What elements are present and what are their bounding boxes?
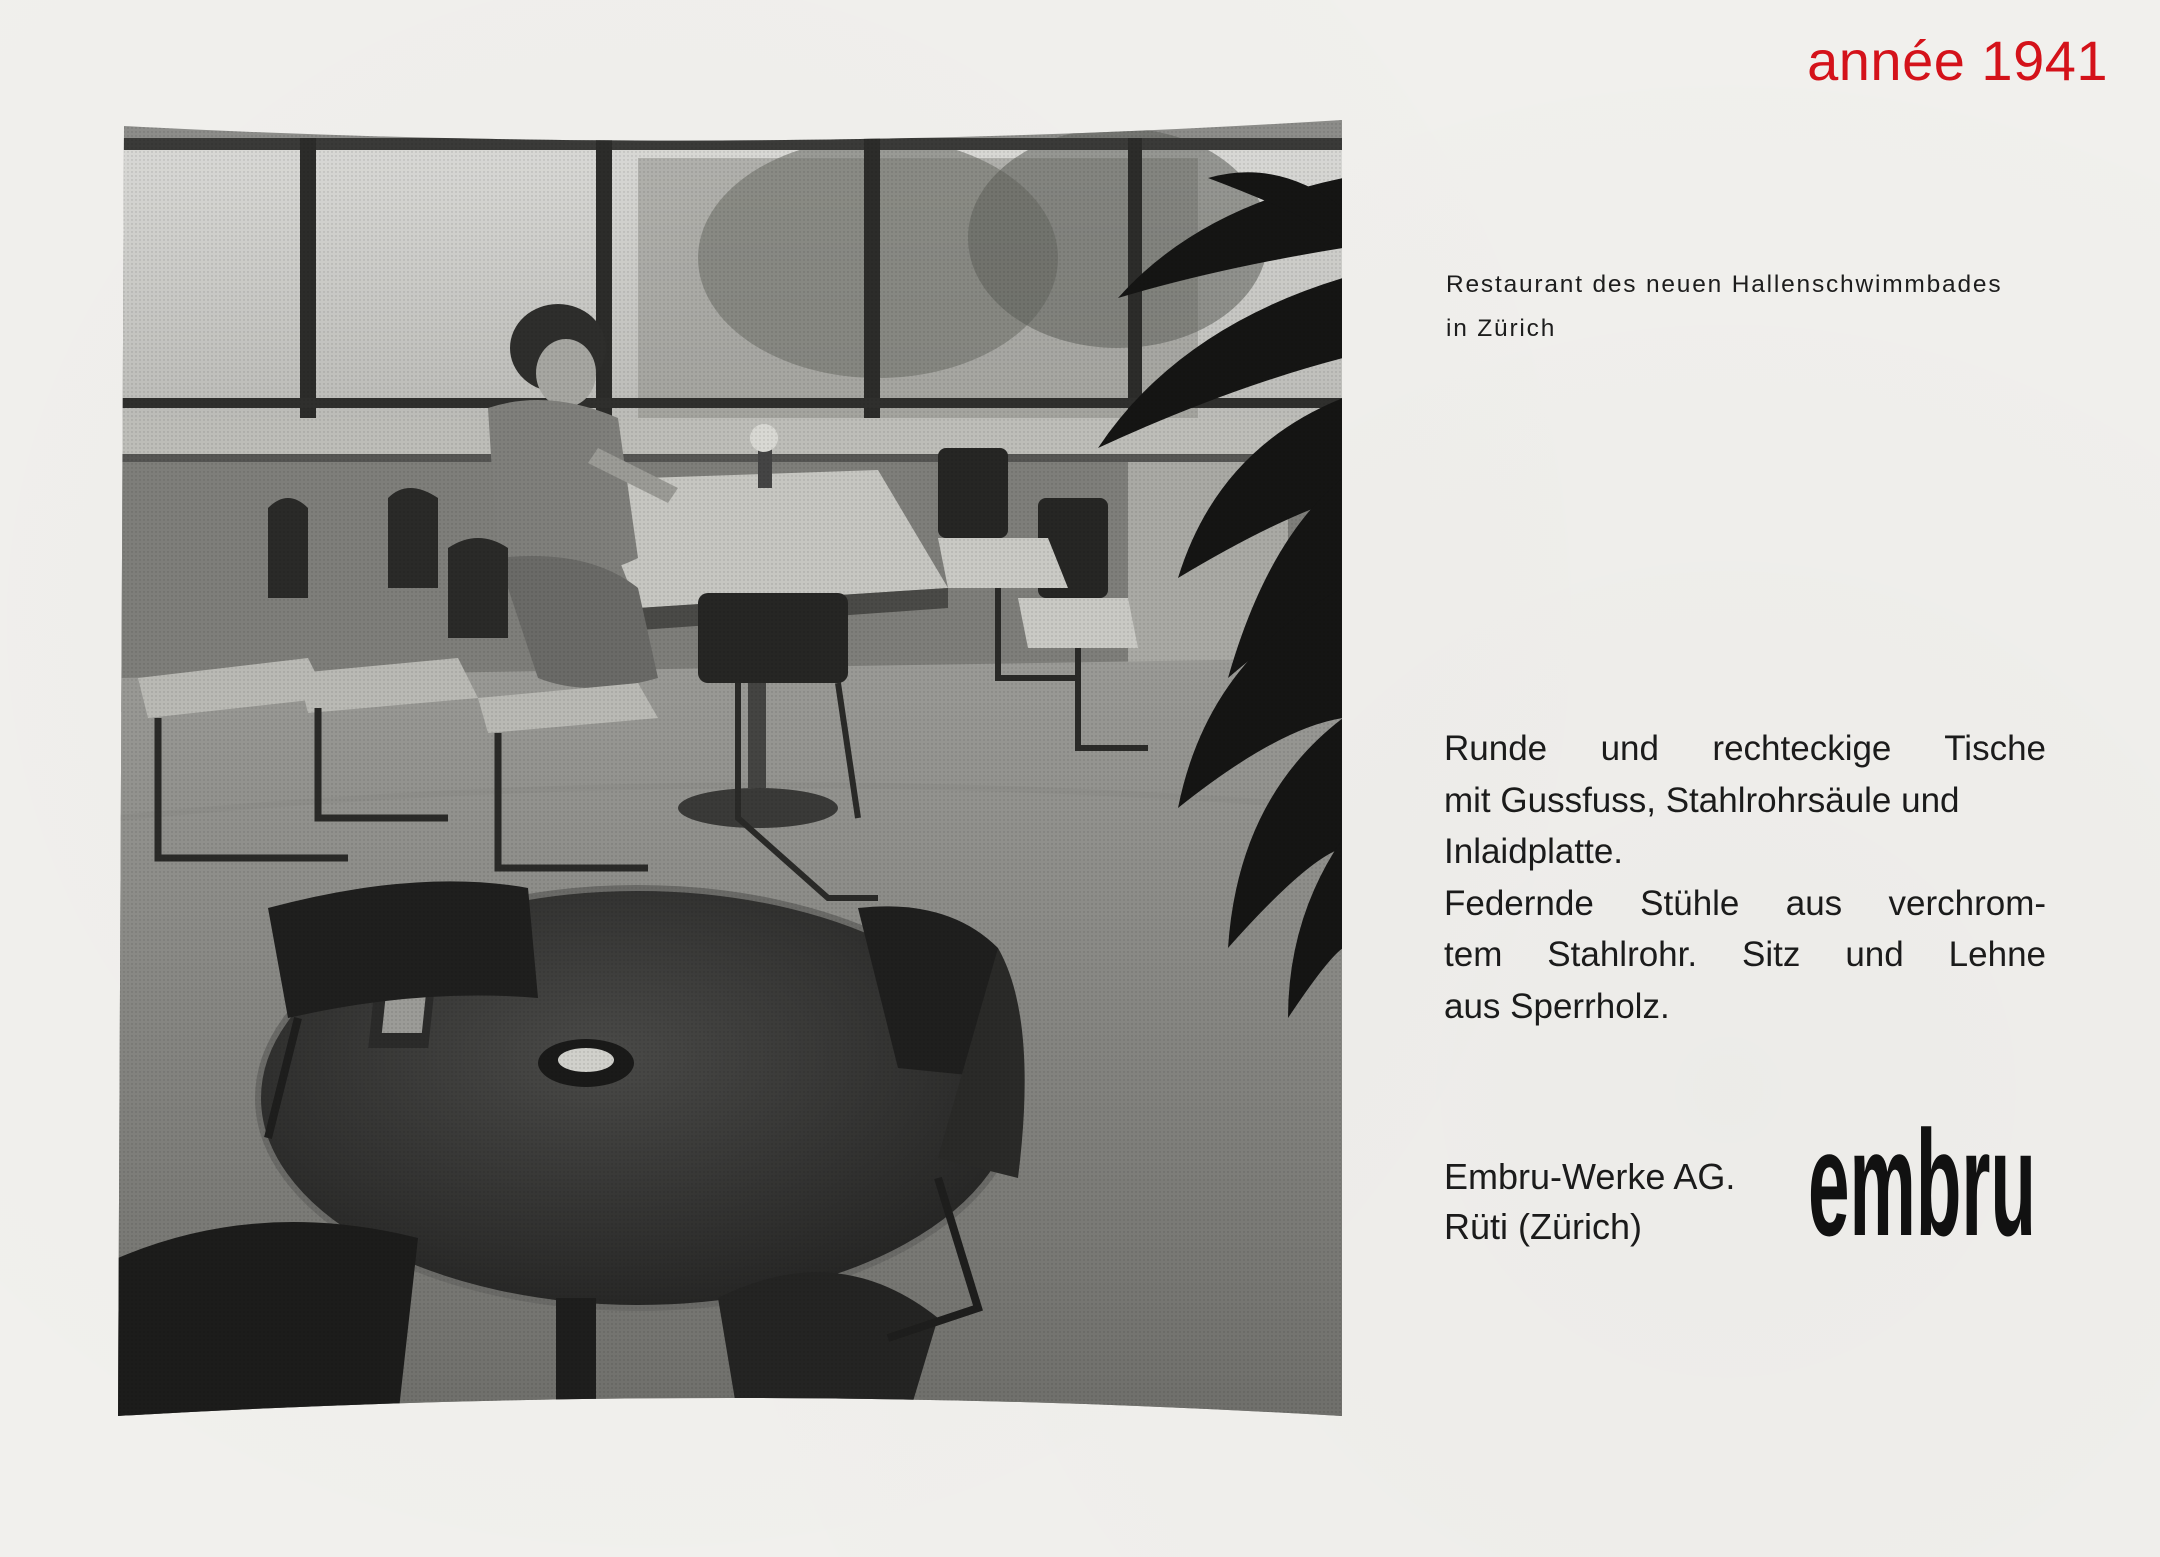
company-address <box>1444 1152 1735 1252</box>
restaurant-photo <box>118 118 1343 1418</box>
description-line-1: Runde und rechteckige Tische <box>1444 729 2046 768</box>
photo-caption <box>1446 263 2126 351</box>
logo-wordmark: embru <box>1808 1125 2036 1247</box>
year-label: année 1941 <box>1807 29 2108 92</box>
description-line-6: aus Sperrholz. <box>1444 986 1670 1026</box>
embru-logo <box>1808 1125 2038 1247</box>
description-line-4: Federnde Stühle aus verchrom- <box>1444 883 2046 923</box>
caption-line-2: in Zürich <box>1446 315 1557 342</box>
company-name: Embru-Werke AG. <box>1444 1156 1736 1197</box>
description-line-2: mit Gussfuss, Stahlrohrsäule und <box>1444 780 1960 820</box>
caption-line-1: Restaurant des neuen Hallenschwimmbades <box>1446 271 2003 298</box>
description-line-5: tem Stahlrohr. Sitz und Lehne <box>1444 935 2046 974</box>
description-line-3: Inlaidplatte. <box>1444 832 1624 871</box>
company-location: Rüti (Zürich) <box>1444 1206 1643 1247</box>
product-description <box>1444 723 2046 1032</box>
